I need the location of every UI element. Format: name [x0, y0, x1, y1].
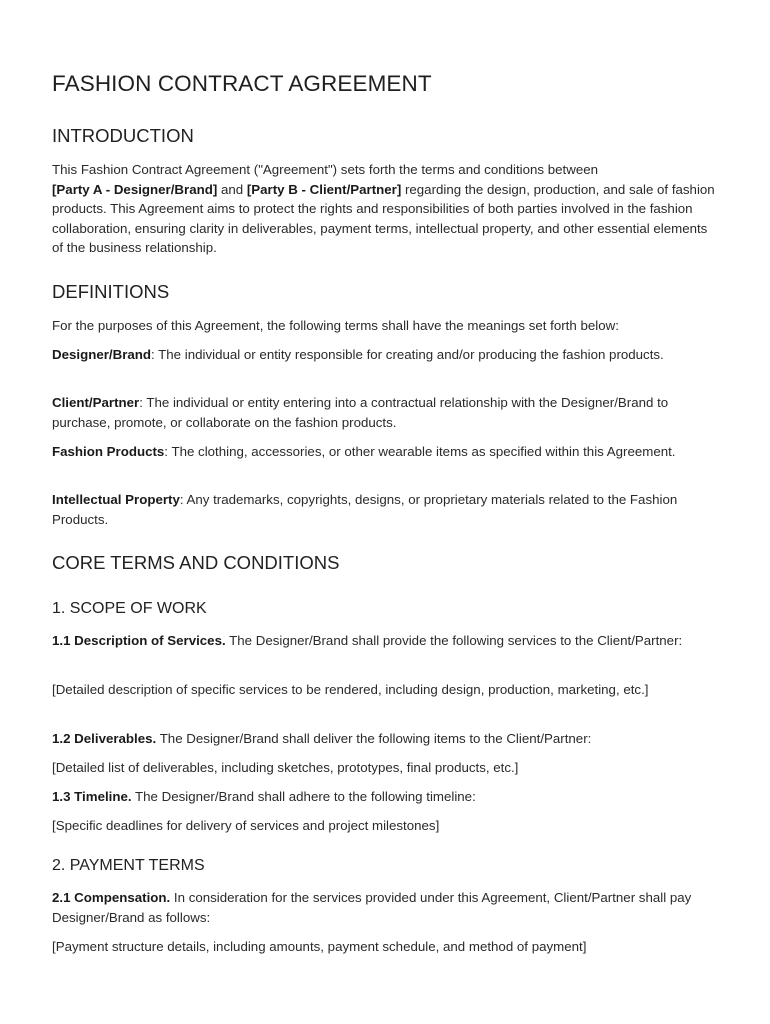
definition-term: Designer/Brand	[52, 347, 152, 362]
definition-intellectual-property	[52, 490, 720, 529]
party-b-placeholder: [Party B - Client/Partner]	[246, 181, 402, 197]
payment-terms-heading: 2. PAYMENT TERMS	[52, 857, 205, 874]
definition-text: : Any trademarks, copyrights, designs, or proprietary materials related to the Fashion Products.	[52, 492, 678, 527]
definition-designer-brand	[52, 345, 720, 365]
definition-text: : The individual or entity entering into a contractual relationship with the Designer/Brand to purchase, promote, or collaborate on the fashion products.	[52, 395, 669, 430]
definition-term: Client/Partner	[52, 395, 140, 410]
section-1-2	[52, 729, 720, 749]
definition-text: : The individual or entity responsible for creating and/or producing the fashion products.	[151, 347, 664, 362]
section-text: In consideration for the services provided under this Agreement, Client/Partner shall pay Designer/Brand as follows:	[52, 890, 692, 925]
section-1-1-placeholder: [Detailed description of specific services to be rendered, including design, production, marketing, etc.]	[52, 682, 649, 697]
section-2-1-placeholder: [Payment structure details, including amounts, payment schedule, and method of payment]	[52, 939, 587, 954]
definition-client-partner	[52, 393, 720, 432]
party-a-placeholder: [Party A - Designer/Brand]	[52, 181, 218, 197]
section-1-3-placeholder: [Specific deadlines for delivery of services and project milestones]	[52, 818, 440, 833]
section-label: 1.3 Timeline.	[52, 789, 132, 804]
definition-text: : The clothing, accessories, or other wearable items as specified within this Agreement.	[164, 444, 676, 459]
section-label: 1.2 Deliverables.	[52, 731, 157, 746]
intro-text-end: regarding the design, production, and sale of fashion products. This Agreement aims to protect the rights and responsibilities of both parties involved in the fashion collaboration, ensuring clarity in deliverables, payment terms, intellectual property, and other essential elements of the business relationship.	[52, 181, 715, 256]
section-label: 2.1 Compensation.	[52, 890, 171, 905]
introduction-heading: INTRODUCTION	[52, 125, 194, 146]
section-text: The Designer/Brand shall adhere to the following timeline:	[131, 789, 476, 804]
section-2-1	[52, 888, 720, 927]
section-label: 1.1 Description of Services.	[52, 633, 226, 648]
section-text: The Designer/Brand shall provide the following services to the Client/Partner:	[225, 633, 683, 648]
definition-term: Fashion Products	[52, 444, 165, 459]
section-1-2-placeholder: [Detailed list of deliverables, including sketches, prototypes, final products, etc.]	[52, 760, 519, 775]
scope-of-work-heading: 1. SCOPE OF WORK	[52, 600, 207, 617]
core-terms-heading: CORE TERMS AND CONDITIONS	[52, 552, 340, 573]
section-text: The Designer/Brand shall deliver the following items to the Client/Partner:	[156, 731, 592, 746]
intro-and: and	[217, 181, 247, 197]
document-title: FASHION CONTRACT AGREEMENT	[52, 71, 432, 96]
definitions-intro: For the purposes of this Agreement, the following terms shall have the meanings set forth below:	[52, 318, 619, 333]
intro-text-start: This Fashion Contract Agreement ("Agreement") sets forth the terms and conditions between	[52, 162, 599, 177]
introduction-paragraph	[52, 160, 720, 258]
definitions-heading: DEFINITIONS	[52, 281, 170, 302]
definition-term: Intellectual Property	[52, 492, 180, 507]
section-1-1	[52, 631, 720, 651]
section-1-3	[52, 787, 720, 807]
definition-fashion-products	[52, 442, 720, 462]
